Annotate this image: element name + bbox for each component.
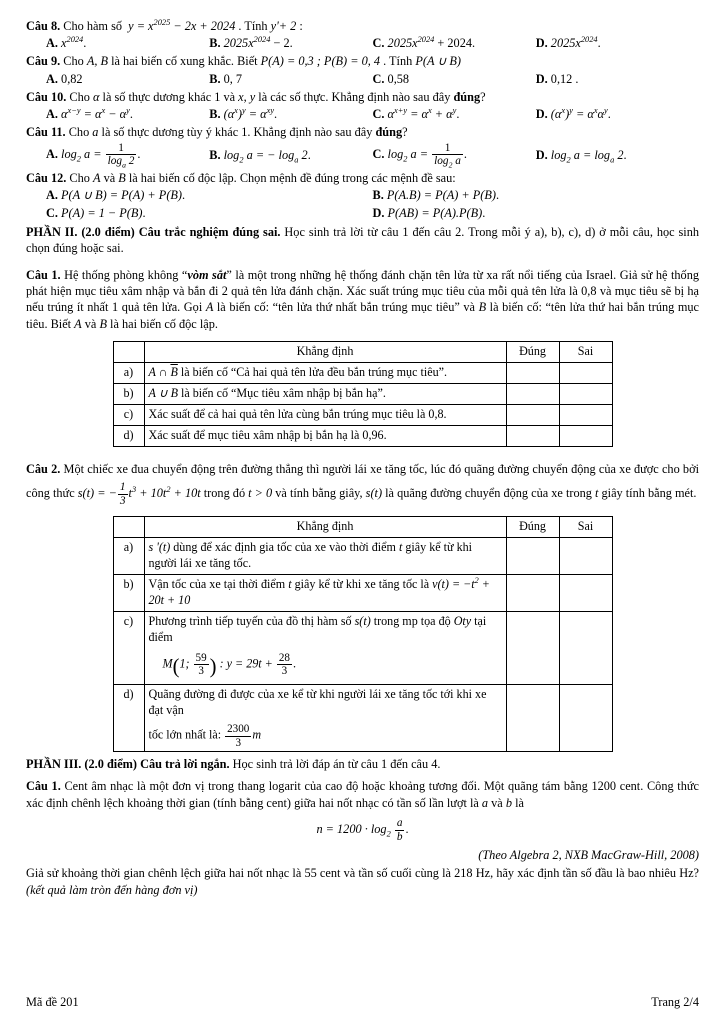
row-statement: A ∪ B là biến cố “Mục tiêu xâm nhập bị bắn hạ”. — [144, 383, 506, 404]
option-d[interactable]: D. P(AB) = P(A).P(B). — [372, 206, 486, 221]
part2-q2-text: Một chiếc xe đua chuyển động trên đường thẳng thì người lái xe tăng tốc, lúc đó quãng đường chuyển động của xe được cho bởi công thức s(t) = − $\frac{1}{3}$ $t^3 + 10t^2 + 10t$ trong đó t > 0 và tính bằng giây, s(t) là quãng đường chuyển động của xe trong t giây tính bằng mét. — [26, 461, 699, 507]
question-9-label: Câu 9. — [26, 54, 61, 69]
cell-true[interactable] — [506, 404, 559, 425]
question-8-options — [26, 35, 699, 51]
option-b[interactable]: B. P(A.B) = P(A) + P(B). — [372, 188, 500, 203]
option-d[interactable]: D. $2025x^{2024}$. — [535, 35, 601, 51]
part2-question-2 — [26, 458, 699, 508]
row-statement: Quãng đường đi được của xe kể từ khi người lái xe tăng tốc tới khi xe đạt vận tốc lớn nhất là: $\frac{2300}{3}$ m — [144, 685, 506, 752]
part2-q2-label: Câu 2. — [26, 461, 61, 476]
part2-question-1 — [26, 267, 699, 332]
cell-false[interactable] — [559, 383, 612, 404]
option-c[interactable]: C. $\log_2 a$ = $\frac{1}{\log_2 a}$ . — [372, 141, 467, 170]
part2-q1-table — [113, 341, 613, 447]
table-row — [113, 362, 612, 383]
cell-true[interactable] — [506, 362, 559, 383]
part2-q2-table — [113, 516, 613, 752]
part3-q1-closing — [26, 865, 699, 897]
header-blank — [113, 517, 144, 538]
row-statement: Vận tốc của xe tại thời điểm t giây kể từ khi xe tăng tốc là $v(t) = -t^2 + 20t + 10$ — [144, 575, 506, 612]
part3-q1-closing-text: Giả sử khoảng thời gian chênh lệch giữa hai nốt nhạc là 55 cent và tần số cuối cùng là 218 Hz, hãy xác định tần số đầu là bao nhiêu Hz? — [26, 866, 699, 881]
table-row — [113, 538, 612, 575]
part2-q1-label: Câu 1. — [26, 267, 61, 282]
question-11 — [26, 124, 699, 140]
question-10 — [26, 89, 699, 105]
row-key: c) — [113, 612, 144, 685]
part3-heading — [26, 756, 699, 772]
question-12-options-row2 — [26, 205, 699, 221]
question-10-options — [26, 106, 699, 122]
option-a[interactable]: A. $\log_2 a$ = $\frac{1}{\log_a 2}$ . — [46, 141, 141, 170]
cell-false[interactable] — [559, 575, 612, 612]
question-12-text: Cho A và B là hai biến cố độc lập. Chọn mệnh đề đúng trong các mệnh đề sau: — [69, 170, 456, 185]
header-blank — [113, 341, 144, 362]
cell-false[interactable] — [559, 612, 612, 685]
option-d[interactable]: D. $\log_2 a = \log_a 2$. — [535, 147, 627, 165]
table-header-row — [113, 341, 612, 362]
row-statement: Xác suất để cả hai quả tên lửa cùng bắn trúng mục tiêu là 0,8. — [144, 404, 506, 425]
table-row — [113, 685, 612, 752]
cell-false[interactable] — [559, 685, 612, 752]
question-12-label: Câu 12. — [26, 170, 67, 185]
part2-heading-bold: PHẦN II. (2.0 điểm) Câu trắc nghiệm đúng sai. — [26, 224, 281, 239]
part3-heading-bold: PHẦN III. (2.0 điểm) Câu trả lời ngắn. — [26, 757, 230, 772]
question-12-options-row1 — [26, 187, 699, 203]
part3-q1-label: Câu 1. — [26, 779, 61, 794]
option-c[interactable]: C. P(A) = 1 − P(B). — [46, 206, 146, 221]
header-statement: Khẳng định — [144, 341, 506, 362]
page-number: Trang 2/4 — [651, 994, 699, 1009]
cell-false[interactable] — [559, 362, 612, 383]
header-statement: Khẳng định — [144, 517, 506, 538]
header-true: Đúng — [506, 341, 559, 362]
cell-false[interactable] — [559, 404, 612, 425]
header-false: Sai — [559, 341, 612, 362]
exam-code: Mã đề 201 — [26, 994, 79, 1009]
option-b[interactable]: B. $\log_2 a$ = − $\log_a 2$. — [209, 147, 311, 165]
part3-question-1 — [26, 778, 699, 810]
question-8-label: Câu 8. — [26, 19, 61, 33]
question-10-label: Câu 10. — [26, 89, 67, 104]
cell-true[interactable] — [506, 383, 559, 404]
cell-true[interactable] — [506, 575, 559, 612]
cell-true[interactable] — [506, 425, 559, 446]
part2-q1-text: Hệ thống phòng không “vòm sắt” là một trong những hệ thống đánh chặn tên lửa từ xa rất nổi tiếng của Israel. Giả sử hệ thống phát hiện mục tiêu xâm nhập và bắn đi 2 quả tên lửa đánh chặn. Xác suất trúng mục tiêu của mỗi quả tên lửa là 0,8 và mục tiêu sẽ bị hạ nếu trúng ít nhất 1 quả tên lửa. Gọi A là biến cố: “tên lửa thứ nhất bắn trúng mục tiêu” và B là biến cố: “tên lửa thứ hai bắn trúng mục tiêu. Biết A và B là hai biến cố độc lập. — [26, 267, 700, 331]
question-9 — [26, 53, 699, 69]
option-a[interactable]: A. 0,82 — [46, 71, 83, 86]
option-a[interactable]: A. $x^{2024}$. — [46, 35, 87, 51]
part2-heading — [26, 224, 699, 256]
row-statement: Xác suất để mục tiêu xâm nhập bị bắn hạ là 0,96. — [144, 425, 506, 446]
cell-true[interactable] — [506, 612, 559, 685]
part3-q1-citation: (Theo Algebra 2, NXB MacGraw-Hill, 2008) — [478, 848, 699, 863]
cell-false[interactable] — [559, 425, 612, 446]
option-a[interactable]: A. $\alpha^{x-y} = \alpha^x - \alpha^y$. — [46, 106, 133, 122]
row-key: d) — [113, 685, 144, 752]
option-d[interactable]: D. 0,12 . — [535, 71, 579, 86]
row-key: b) — [113, 575, 144, 612]
table-row — [113, 425, 612, 446]
question-11-options — [26, 142, 699, 168]
header-false: Sai — [559, 517, 612, 538]
table-row — [113, 612, 612, 685]
question-11-label: Câu 11. — [26, 125, 66, 140]
option-b[interactable]: B. $2025x^{2024} - 2$. — [209, 35, 293, 51]
option-c[interactable]: C. $2025x^{2024} + 2024$. — [372, 35, 476, 51]
row-key: b) — [113, 383, 144, 404]
part3-heading-rest: Học sinh trả lời đáp án từ câu 1 đến câu 4. — [229, 757, 441, 772]
option-c[interactable]: C. 0,58 — [372, 71, 410, 86]
question-11-text: Cho a là số thực dương tùy ý khác 1. Khẳng định nào sau đây đúng? — [68, 125, 408, 140]
row-key: c) — [113, 404, 144, 425]
row-statement: A ∩ $\overline{B}$ là biến cố “Cả hai quả tên lửa đều bắn trúng mục tiêu”. — [144, 362, 506, 383]
question-8-text: Cho hàm số $y = x^{2025} - 2x + 2024$ . Tính y'+ 2 : — [63, 17, 303, 33]
cell-false[interactable] — [559, 538, 612, 575]
table-row — [113, 404, 612, 425]
option-b[interactable]: B. 0, 7 — [209, 71, 243, 86]
part3-q1-formula: $n = 1200 \cdot \log_2$ $\frac{a}{b}$ . — [316, 816, 409, 843]
cell-true[interactable] — [506, 538, 559, 575]
question-8 — [26, 18, 699, 34]
table-row — [113, 383, 612, 404]
header-true: Đúng — [506, 517, 559, 538]
part3-q1-text: Cent âm nhạc là một đơn vị trong thang logarit của cao độ hoặc khoảng tương đối. Một quãng tám bằng 1200 cent. Công thức xác định chênh lệch khoảng thời gian (tính bằng cent) giữa hai nốt nhạc có tần số lần lượt là a và b là — [26, 779, 699, 810]
row-key: d) — [113, 425, 144, 446]
row-statement: Phương trình tiếp tuyến của đồ thị hàm số s(t) trong mp tọa độ Oty tại điểm M(1; $\frac{59}{3}$ ) : y = 29t + $\frac{28}{3}$ . — [144, 612, 506, 685]
option-a[interactable]: A. P(A ∪ B) = P(A) + P(B). — [46, 188, 186, 203]
row-key: a) — [113, 362, 144, 383]
question-10-text: Cho α là số thực dương khác 1 và x, y là các số thực. Khẳng định nào sau đây đúng? — [69, 89, 486, 104]
question-9-text: Cho A, B là hai biến cố xung khắc. Biết P(A) = 0,3 ; P(B) = 0, 4 . Tính P(A ∪ B) — [63, 54, 462, 69]
page-footer — [26, 994, 699, 1010]
question-9-options — [26, 71, 699, 87]
table-row — [113, 575, 612, 612]
option-c[interactable]: C. $\alpha^{x+y} = \alpha^x + \alpha^y$. — [372, 106, 460, 122]
option-b[interactable]: B. $(\alpha^x)^y = \alpha^{xy}$. — [209, 106, 278, 122]
row-key: a) — [113, 538, 144, 575]
part3-q1-closing-note: (kết quả làm tròn đến hàng đơn vị) — [26, 882, 198, 897]
part2-heading-rest: Học sinh trả lời từ câu 1 đến câu 2. Trong mỗi ý a), b), c), d) ở mỗi câu, học sinh chọn đúng hoặc sai. — [26, 224, 700, 255]
cell-true[interactable] — [506, 685, 559, 752]
table-header-row — [113, 517, 612, 538]
option-d[interactable]: D. $(\alpha^x)^y = \alpha^x\alpha^y$. — [535, 106, 611, 122]
question-12 — [26, 170, 699, 186]
row-statement: s '(t) dùng để xác định gia tốc của xe vào thời điểm t giây kể từ khi người lái xe tăng tốc. — [144, 538, 506, 575]
